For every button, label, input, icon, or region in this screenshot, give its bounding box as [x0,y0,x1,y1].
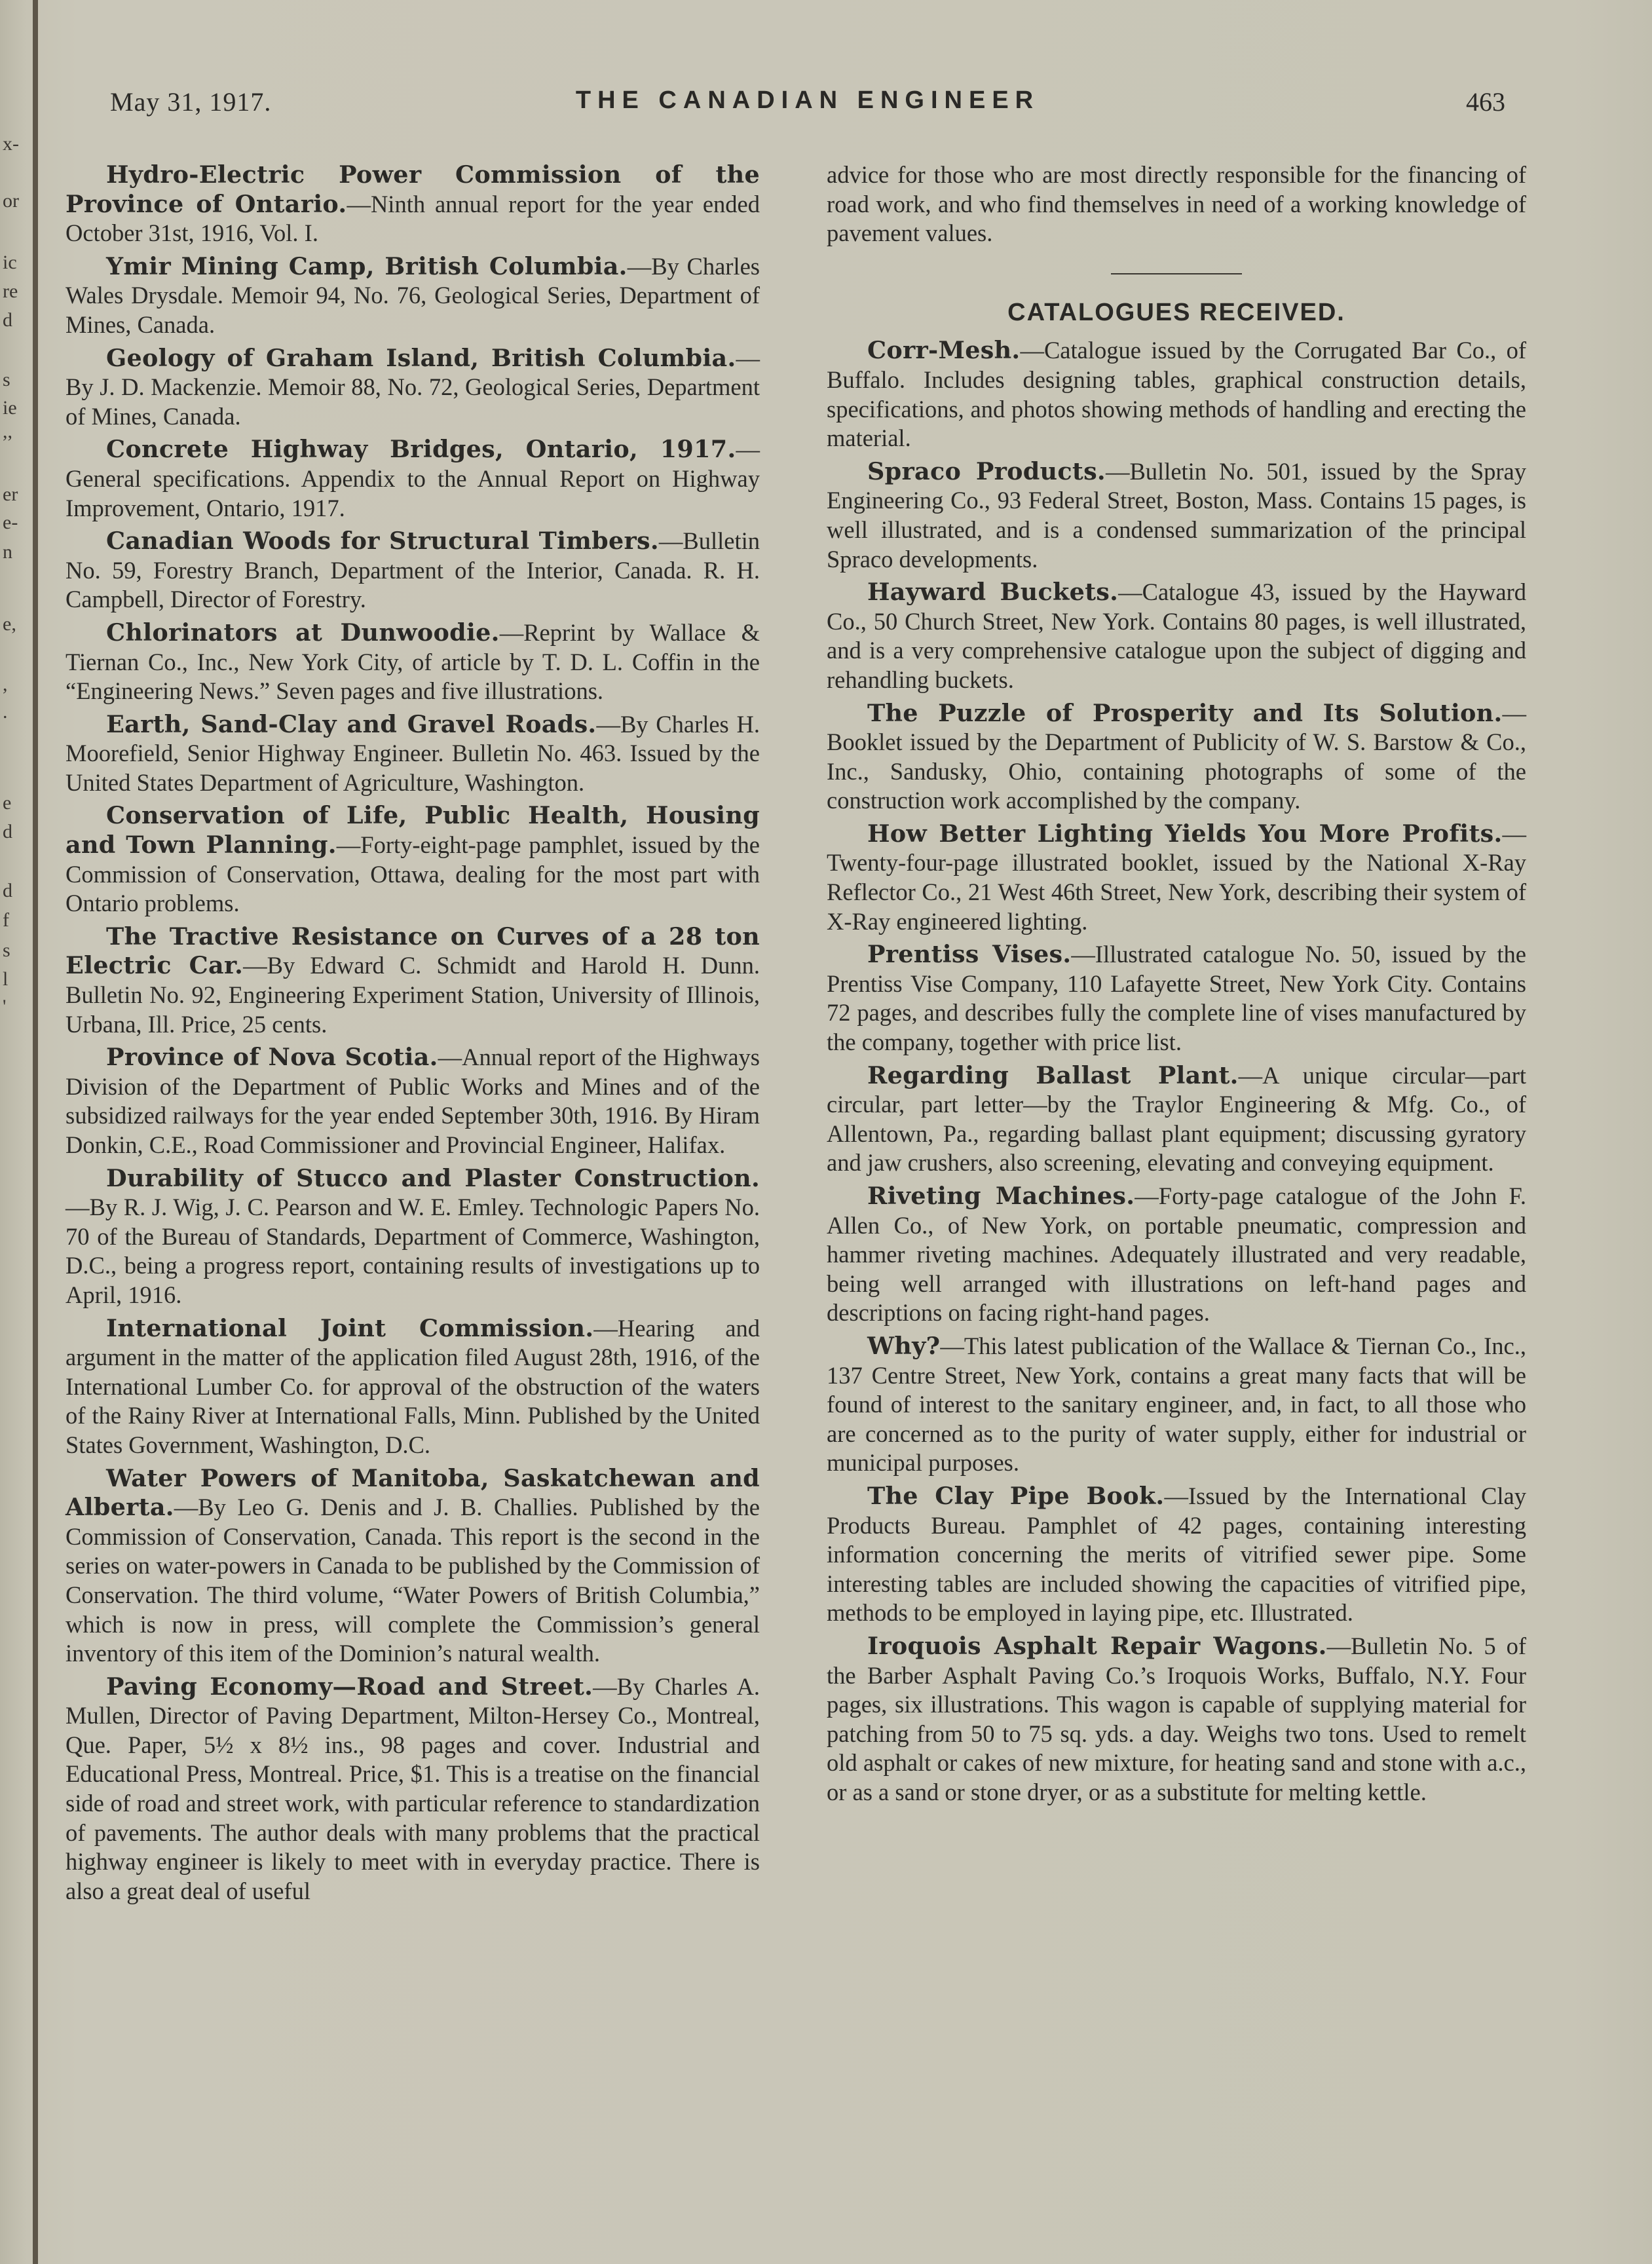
margin-fragment: f [3,909,9,931]
catalogue-entry [827,457,1526,574]
publication-entry [66,1164,760,1310]
catalogue-entry [827,699,1526,816]
entry-title: Water Powers of Manitoba, Saskatchewan and Alberta. [66,1463,760,1522]
entry-body: —By Charles Wales Drysdale. Memoir 94, No. 76, Geological Series, Department of Mines, Canada. [66,252,760,338]
entry-title: Conservation of Life, Public Health, Housing and Town Planning. [66,801,760,859]
publication-entry [66,618,760,706]
margin-fragment: x- [3,133,19,155]
section-heading: CATALOGUES RECEIVED. [1007,298,1345,326]
entry-title: Corr-Mesh. [867,336,1021,365]
catalogue-entry [827,1332,1526,1478]
entry-body: —By R. J. Wig, J. C. Pearson and W. E. Emley. Technologic Papers No. 70 of the Bureau of Standards, Department of Commerce, Washington, D.C., being a progress report, containing results of investigations up to April, 1916. [66,1194,760,1308]
entry-body: —Issued by the International Clay Products Bureau. Pamphlet of 42 pages, containing interesting information concerning the merits of vitrified sewer pipe. Some interesting tables are included showing the capacities of vitrified pipe, methods to be employed in laying pipe, etc. Illustrated. [827,1482,1526,1627]
entry-body: —This latest publication of the Wallace & Tiernan Co., Inc., 137 Centre Street, New York, contains a great many facts that will be found of interest to the sanitary engineer, and, in fact, to all those who are concerned as to the purity of water supply, either for industrial or municipal purposes. [827,1332,1526,1477]
entry-title: Riveting Machines. [867,1182,1135,1210]
entry-title: Spraco Products. [867,457,1106,485]
entry-title: Iroquois Asphalt Repair Wagons. [867,1631,1327,1660]
entry-body: —Forty-page catalogue of the John F. Allen Co., of New York, on portable pneumatic, compression and hammer riveting machines. Adequately illustrated and very readable, being well arranged with illustrations on left-hand pages and descriptions on facing right-hand pages. [827,1182,1527,1327]
entry-title: Chlorinators at Dunwoodie. [106,618,500,647]
publication-entry [66,710,760,798]
left-column [66,160,760,1910]
entry-title: Canadian Woods for Structural Timbers. [106,527,659,556]
right-column [827,160,1526,1811]
margin-fragment: s [3,939,10,961]
entry-title: The Clay Pipe Book. [867,1481,1165,1510]
margin-fragment: ic [3,252,17,273]
running-header [110,86,1505,126]
entry-body: —Ninth annual report for the year ended October 31st, 1916, Vol. I. [66,190,760,247]
entry-title: Why? [867,1331,941,1360]
entry-body: —Illustrated catalogue No. 50, issued by the Prentiss Vise Company, 110 Lafayette Street, New York City. Contains 72 pages, and describes fully the complete line of vises manufactured by the company, together with price list. [827,941,1526,1056]
margin-fragment: ie [3,397,17,419]
entry-body: —By Edward C. Schmidt and Harold H. Dunn. Bulletin No. 92, Engineering Experiment Station, University of Illinois, Urbana, Ill. Price, 25 cents. [66,952,760,1038]
margin-fragment: e, [3,613,16,635]
catalogue-entry [827,1632,1526,1807]
entry-title: Regarding Ballast Plant. [867,1061,1239,1089]
catalogue-entry [827,336,1526,453]
entry-body: —By Charles H. Moorefield, Senior Highway Engineer. Bulletin No. 463. Issued by the United States Department of Agriculture, Washington. [66,710,760,796]
publication-entry [66,1314,760,1460]
entry-body: —Bulletin No. 501, issued by the Spray Engineering Co., 93 Federal Street, Boston, Mass. Contains 15 pages, is well illustrated, and is a condensed summarization of the principal Spraco developments. [827,457,1527,573]
publication-entry [66,252,760,340]
margin-fragment: ' [3,996,7,1017]
publication-entry [66,1672,760,1906]
margin-fragment: e- [3,512,18,533]
adjacent-page-margin [0,0,33,2264]
entry-title: Earth, Sand-Clay and Gravel Roads. [106,709,597,738]
margin-fragment: n [3,541,12,563]
entry-title: Province of Nova Scotia. [106,1043,438,1072]
entry-body: —Twenty-four-page illustrated booklet, issued by the National X-Ray Reflector Co., 21 West 46th Street, New York, describing their system of X-Ray engineered lighting. [827,820,1526,935]
entry-body: —Forty-eight-page pamphlet, issued by the Commission of Conservation, Ottawa, dealing for the most part with Ontario problems. [66,831,760,917]
entry-body: —Bulletin No. 5 of the Barber Asphalt Paving Co.’s Iroquois Works, Buffalo, N.Y. Four pages, six illustrations. This wagon is capable of supplying material for patching from 50 to 75 sq. yds. a day. Weighs two tons. Used to remelt old asphalt or cakes of new mixture, for heating sand and stone with a.c., or as a sand or stone dryer, or as a substitute for melting kettle. [827,1632,1526,1805]
margin-fragment: s [3,369,10,390]
entry-body: —Annual report of the Highways Division of the Department of Public Works and Mines and of the subsidized railways for the year ended September 30th, 1916. By Hiram Donkin, C.E., Road Commissioner and Provincial Engineer, Halifax. [66,1044,760,1158]
entry-title: How Better Lighting Yields You More Profits. [867,819,1503,848]
publication-entry [66,1043,760,1160]
catalogue-entry [827,1482,1526,1628]
catalogue-entry [827,940,1526,1057]
margin-fragment: l [3,968,9,990]
entry-title: Geology of Graham Island, British Columbia. [106,343,736,372]
publication-entry [66,1464,760,1669]
entry-body: —By Leo G. Denis and J. B. Challies. Published by the Commission of Conservation, Canada. This report is the second in the series on water-powers in Canada to be published by the Commission of Conservation. The third volume, “Water Powers of British Columbia,” which is now in press, will complete the Commission’s general inventory of this item of the Dominion’s natural wealth. [66,1494,760,1667]
margin-fragment: ,, [3,421,12,442]
margin-fragment: , [3,673,8,695]
entry-title: Prentiss Vises. [867,940,1072,969]
entry-title: Hayward Buckets. [867,578,1119,607]
publication-entry [66,160,760,248]
page-number: 463 [1466,87,1505,117]
catalogue-entry [827,1061,1526,1178]
margin-fragment: e [3,792,12,814]
journal-title: THE CANADIAN ENGINEER [575,86,1040,114]
entry-body: —Bulletin No. 59, Forestry Branch, Department of the Interior, Canada. R. H. Campbell, Director of Forestry. [66,527,760,613]
entry-body: —By J. D. Mackenzie. Memoir 88, No. 72, Geological Series, Department of Mines, Canada. [66,344,760,430]
entry-title: Concrete Highway Bridges, Ontario, 1917. [106,435,736,464]
publication-entry [66,344,760,432]
issue-date: May 31, 1917. [110,87,272,117]
continued-text: advice for those who are most directly responsible for the financing of road work, and who find themselves in need of a working knowledge of pavement values. [827,161,1526,247]
page-binding-edge [33,0,38,2264]
margin-fragment: d [3,880,12,901]
margin-fragment: or [3,190,19,212]
margin-fragment: d [3,309,12,331]
entry-title: International Joint Commission. [106,1313,594,1342]
section-divider [1111,273,1242,274]
catalogue-entry [827,578,1526,694]
entry-title: Ymir Mining Camp, British Columbia. [106,252,628,280]
entry-title: The Tractive Resistance on Curves of a 28 ton Electric Car. [66,922,760,980]
entry-title: The Puzzle of Prosperity and Its Solution. [867,698,1503,727]
entry-body: —Booklet issued by the Department of Publicity of W. S. Barstow & Co., Inc., Sandusky, Ohio, containing photographs of some of the construction work accomplished by the company. [827,699,1526,814]
entry-title: Paving Economy—Road and Street. [106,1672,593,1701]
entry-title: Durability of Stucco and Plaster Construction. [106,1163,760,1192]
entry-body: —Hearing and argument in the matter of the application filed August 28th, 1916, of the International Lumber Co. for approval of the obstruction of the waters of the Rainy River at International Falls, Minn. Published by the United States Government, Washington, D.C. [66,1314,760,1458]
publication-entry [66,801,760,918]
publication-entry [66,527,760,614]
catalogue-entry [827,1182,1526,1328]
entry-body: —Reprint by Wallace & Tiernan Co., Inc., New York City, of article by T. D. L. Coffin in the “Engineering News.” Seven pages and five illustrations. [66,618,760,705]
publication-entry [66,922,760,1039]
entry-body: —A unique circular—part circular, part letter—by the Traylor Engineering & Mfg. Co., of Allentown, Pa., regarding ballast plant equipment; discussing gyratory and jaw crushers, also screening, elevating and conveying equipment. [827,1061,1526,1177]
entry-body: —Catalogue 43, issued by the Hayward Co., 50 Church Street, New York. Contains 80 pages, is well illustrated, and is a very comprehensive catalogue upon the subject of digging and rehandling buckets. [827,578,1526,693]
entry-body: —Catalogue issued by the Corrugated Bar Co., of Buffalo. Includes designing tables, graphical construction details, specifications, and photos showing methods of handling and erecting the material. [827,337,1526,452]
entry-body: —By Charles A. Mullen, Director of Paving Department, Milton-Hersey Co., Montreal, Que. Paper, 5½ x 8½ ins., 98 pages and cover. Industrial and Educational Press, Montreal. Price, $1. This is a treatise on the financial side of road and street work, with particular reference to standardization of pavements. The author deals with many problems that the practical highway engineer is likely to meet with in everyday practice. There is also a great deal of useful [66,1672,760,1904]
margin-fragment: . [3,701,8,723]
margin-fragment: d [3,821,12,842]
publication-entry [66,435,760,523]
entry-body: —General specifications. Appendix to the Annual Report on Highway Improvement, Ontario, 1917. [66,436,760,521]
margin-fragment: er [3,483,18,505]
catalogue-entry [827,820,1526,936]
margin-fragment: re [3,280,18,302]
entry-title: Hydro-Electric Power Commission of the Province of Ontario. [66,160,760,218]
